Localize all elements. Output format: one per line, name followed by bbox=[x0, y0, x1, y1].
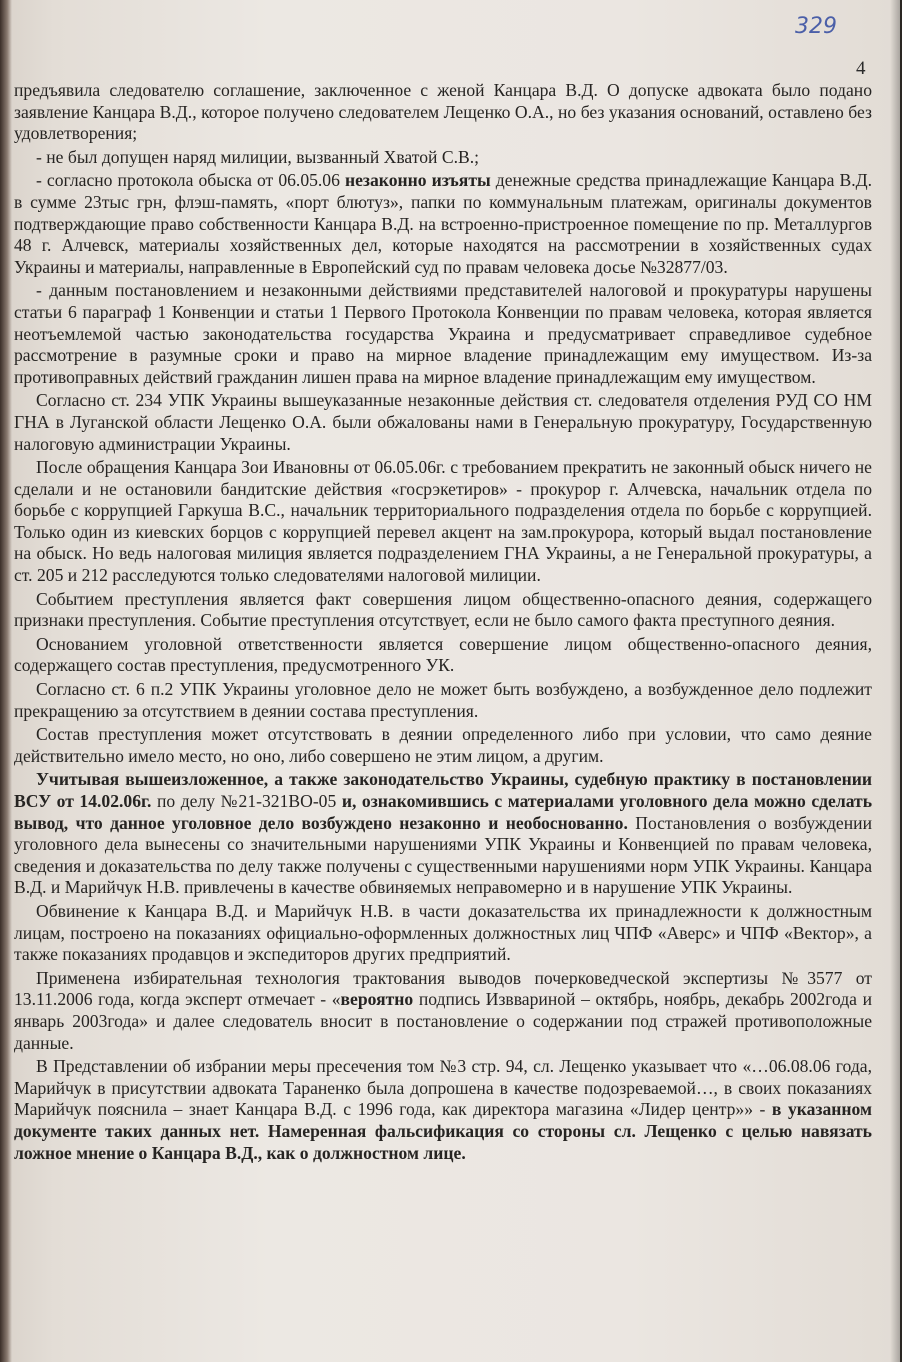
handwritten-sheet-number: 329 bbox=[795, 14, 837, 39]
text-run: Согласно ст. 6 п.2 УПК Украины уголовное дело не может быть возбуждено, а возбужденное дело подлежит прекращению за отсутствием в деянии состава преступления. bbox=[14, 679, 872, 721]
paragraph bbox=[14, 170, 872, 278]
paragraph bbox=[14, 589, 872, 632]
paragraph bbox=[14, 280, 872, 388]
paragraph bbox=[14, 769, 872, 899]
text-run: - данным постановлением и незаконными действиями представителей налоговой и прокуратуры нарушены статьи 6 параграф 1 Конвенции и статьи 1 Первого Протокола Конвенции по правам человека, которая является неотъемлемой частью законодательства государства Украина и предусматривает справедливое судебное рассмотрение в разумные сроки и право на мирное владение принадлежащим ему имуществом. Из-за противоправных действий гражданин лишен права на мирное владение принадлежащим ему имуществом. bbox=[14, 280, 872, 387]
document-body bbox=[14, 80, 872, 1164]
paragraph bbox=[14, 901, 872, 966]
text-run: Обвинение к Канцара В.Д. и Марийчук Н.В. в части доказательства их принадлежности к должностным лицам, построено на показаниях официально-оформленных должностных лиц ЧПФ «Аверс» и ЧПФ «Вектор», а также показаниях продавцов и экспедиторов других предприятий. bbox=[14, 900, 872, 965]
text-run: В Представлении об избрании меры пресечения том №3 стр. 94, сл. Лещенко указывает что «…06.08.06 года, Марийчук в присутствии адвоката Тараненко была допрошена в качестве подозреваемой…, в своих показаниях Марийчук пояснила – знает Канцара В.Д. с 1996 года, как директора магазина «Лидер центр»» - bbox=[14, 1056, 872, 1120]
text-run: денежные средства принадлежащие Канцара В.Д. в сумме 23тыс грн, флэш-память, «порт блютуз», папки по коммунальным платежам, оригиналы документов подтверждающие право собственности Канцара В.Д. на встроенно-пристроенное помещение по пр. Металлургов 48 г. Алчевск, материалы хозяйственных дел, которые находятся на рассмотрении в хозяйственных судах Украины и материалы, направленные в Европейский суд по правам человека досье №32877/03. bbox=[14, 170, 873, 277]
text-run: Событием преступления является факт совершения лицом общественно-опасного деяния, содержащего признаки преступления. Событие преступления отсутствует, если не было самого факта преступного деяния. bbox=[14, 588, 872, 631]
text-run: Основанием уголовной ответственности является совершение лицом общественно-опасного деяния, содержащего состав преступления, предусмотренного УК. bbox=[14, 633, 872, 676]
paragraph bbox=[14, 679, 872, 722]
paragraph bbox=[14, 1056, 872, 1164]
paragraph bbox=[14, 457, 872, 587]
bold-text: и, ознакомившись с материалами уголовного дела можно сделать вывод, что данное уголовное дело возбуждено незаконно и необоснованно. bbox=[14, 791, 872, 833]
page-number: 4 bbox=[856, 58, 866, 79]
text-run: предъявила следователю соглашение, заключенное с женой Канцара В.Д. О допуске адвоката было подано заявление Канцара В.Д., которое получено следователем Лещенко О.А., но без указания оснований, оставлено без удовлетворения; bbox=[14, 80, 872, 144]
text-run: Применена избирательная технология трактования выводов почерковедческой экспертизы №3577 от 13.11.2006 года, когда эксперт отмечает - « bbox=[14, 967, 872, 1010]
binding-edge bbox=[0, 0, 12, 1362]
paragraph bbox=[14, 390, 872, 455]
text-run: Согласно ст. 234 УПК Украины вышеуказанные незаконные действия ст. следователя отделения РУД СО НМ ГНА в Луганской области Лещенко О.А. были обжалованы нами в Генеральную прокуратуру, Государственную налоговую администрации Украины. bbox=[14, 390, 872, 454]
text-run: подпись Изввариной – октябрь, ноябрь, декабрь 2002года и январь 2003года» и далее следователь вносит в постановление о содержании под стражей противоположные данные. bbox=[14, 989, 872, 1053]
bold-text: Учитывая вышеизложенное, а также законодательство Украины, судебную практику в постановлении ВСУ от 14.02.06г. bbox=[14, 769, 872, 811]
text-run: - не был допущен наряд милиции, вызванный Хватой С.В.; bbox=[36, 146, 479, 167]
paragraph bbox=[14, 968, 872, 1054]
bold-text: незаконно изъяты bbox=[344, 170, 491, 191]
text-run: - согласно протокола обыска от 06.05.06 bbox=[36, 170, 345, 191]
text-run: После обращения Канцара Зои Ивановны от 06.05.06г. с требованием прекратить не законный обыск ничего не сделали и не остановили бандитские действия «госрэкетиров» - прокурор г. Алчевска, начальник отдела по борьбе с коррупцией Гаркуша В.С., начальник территориального подразделения отдела по борьбе с коррупцией. Только один из киевских борцов с коррупцией перевел акцент на зам.прокурора, который выдал постановление на обыск. Но ведь налоговая милиция является подразделением ГНА Украины, а не Генеральной прокуратуры, а ст. 205 и 212 расследуются только следователями налоговой милиции. bbox=[14, 457, 872, 586]
paragraph bbox=[14, 724, 872, 767]
text-run: Постановления о возбуждении уголовного дела вынесены со значительными нарушениями УПК Украины и Конвенцией по правам человека, сведения и доказательства по делу также получены с существенными нарушениями норм УПК Украины. Канцара В.Д. и Марийчук Н.В. привлечены в качестве обвиняемых неправомерно и в нарушение УПК Украины. bbox=[14, 812, 872, 898]
paragraph bbox=[14, 147, 872, 169]
paragraph bbox=[14, 634, 872, 677]
paragraph bbox=[14, 80, 872, 145]
text-run: Состав преступления может отсутствовать в деянии определенного либо при условии, что само деяние действительно имело место, но оно, либо совершено не этим лицом, а другим. bbox=[14, 724, 872, 766]
text-run: по делу №21-321ВО-05 bbox=[151, 791, 342, 811]
bold-text: в указанном документе таких данных нет. Намеренная фальсификация со стороны сл. Лещенко с целью навязать ложное мнение о Канцара В.Д., как о должностном лице. bbox=[14, 1099, 873, 1163]
bold-text: вероятно bbox=[340, 989, 414, 1010]
